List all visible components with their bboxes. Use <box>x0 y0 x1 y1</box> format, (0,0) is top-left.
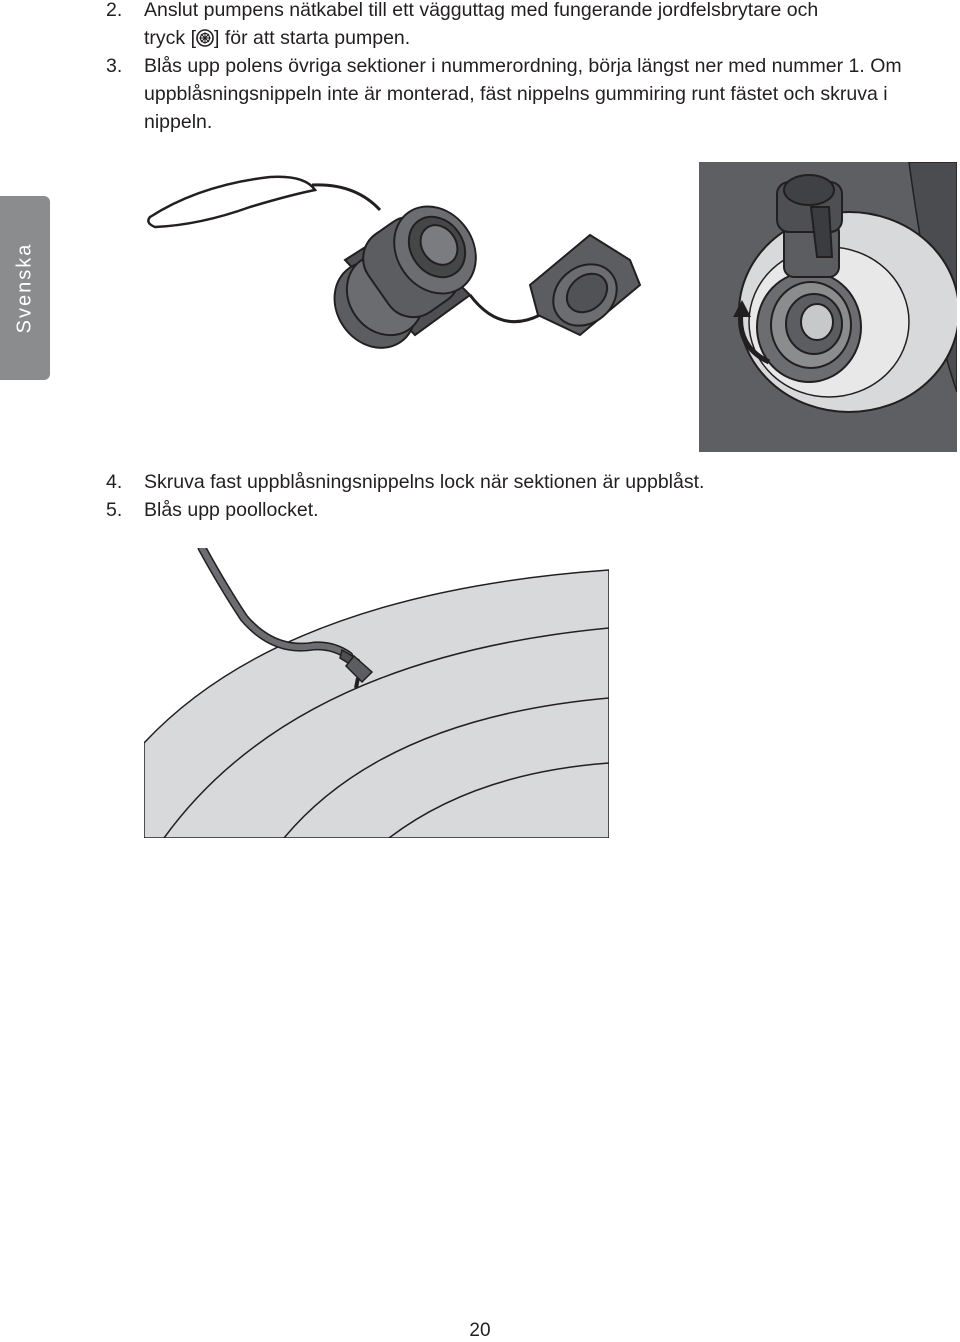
valve-cap <box>530 235 640 338</box>
instructions-bottom <box>106 468 956 524</box>
step-text-line1: Anslut pumpens nätkabel till ett vägguttag med fungerande jordfelsbrytare och <box>144 0 819 21</box>
pool-cover-illustration <box>144 548 609 838</box>
valve-body <box>318 191 492 360</box>
step-number: 5. <box>106 499 123 521</box>
step-number: 3. <box>106 55 123 77</box>
valve-parts-illustration <box>140 165 660 360</box>
language-tab-label: Svenska <box>13 242 36 334</box>
language-tab <box>0 196 50 380</box>
valve-mounted-illustration <box>699 162 957 452</box>
step-number: 2. <box>106 0 123 21</box>
step-text-line2-start: tryck [ <box>144 27 196 49</box>
step-number: 4. <box>106 471 123 493</box>
step-3 <box>106 52 956 136</box>
page-number: 20 <box>469 1320 491 1341</box>
instructions-top <box>106 0 956 136</box>
pump-power-icon <box>196 29 214 47</box>
step-4 <box>106 468 956 496</box>
step-text: Blås upp polens övriga sektioner i nummerordning, börja längst ner med nummer 1. Om uppblåsningsnippeln inte är monterad, fäst nippelns gummiring runt fästet och skruva i nippeln. <box>144 55 902 133</box>
step-text: Skruva fast uppblåsningsnippelns lock när sektionen är uppblåst. <box>144 471 705 493</box>
step-text <box>144 0 956 52</box>
step-text-line2-end: ] för att starta pumpen. <box>214 27 411 49</box>
step-text: Blås upp poollocket. <box>144 499 319 521</box>
step-2 <box>106 0 956 52</box>
step-5 <box>106 496 956 524</box>
